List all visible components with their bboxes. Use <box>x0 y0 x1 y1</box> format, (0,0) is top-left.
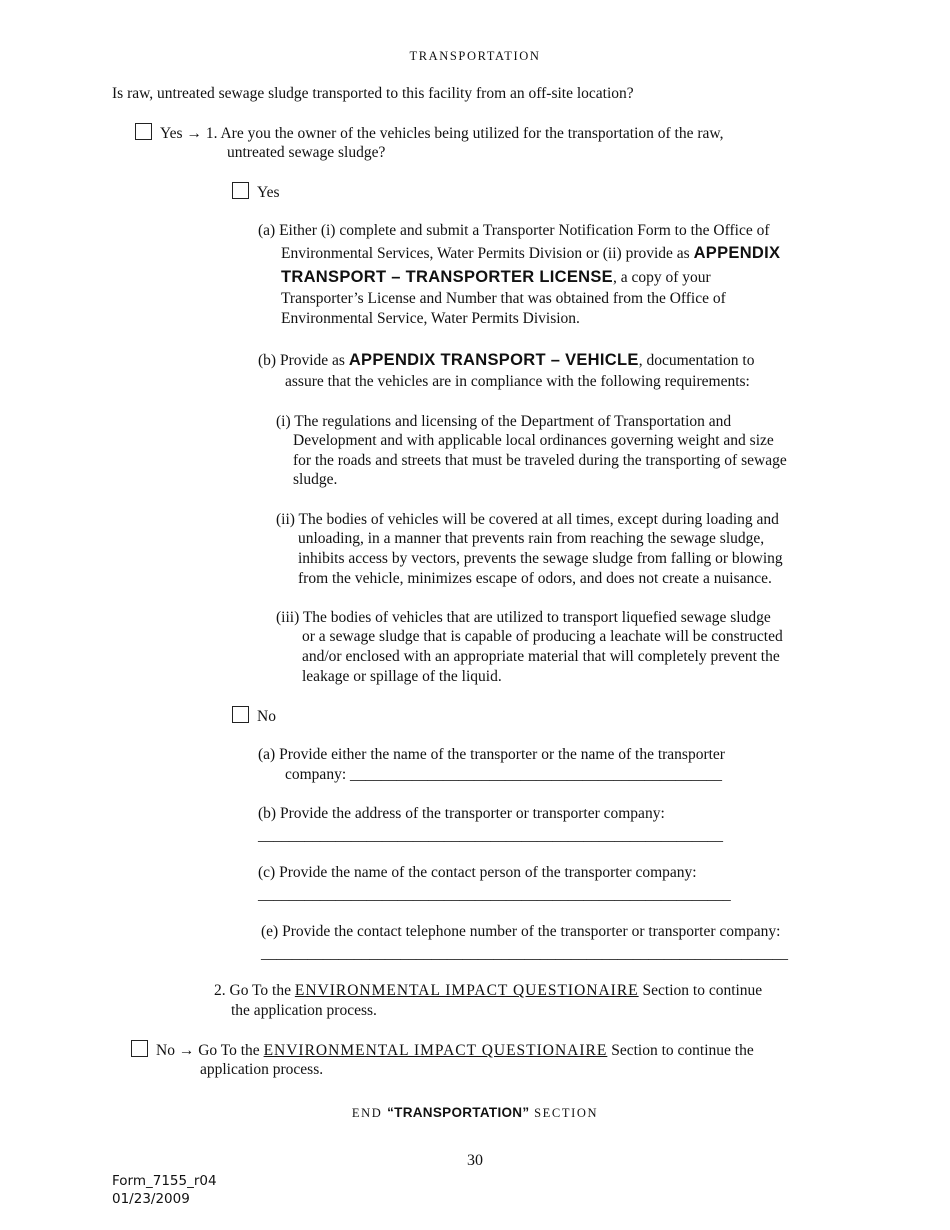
question-1-continued: untreated sewage sludge? <box>227 144 386 161</box>
environmental-impact-link-2[interactable]: ENVIRONMENTAL IMPACT QUESTIONAIRE <box>263 1042 608 1059</box>
contact-telephone-field[interactable]: ____________________________________________________________________ <box>261 945 788 962</box>
item-b-prefix: (b) Provide as <box>258 352 349 369</box>
transporter-address-field[interactable]: ____________________________________________________________ <box>258 827 723 844</box>
item-a-line1: (a) Either (i) complete and submit a Transporter Notification Form to the Office of <box>258 222 770 239</box>
item-a-line5: Environmental Service, Water Permits Division. <box>281 310 580 327</box>
req-iii-line1: (iii) The bodies of vehicles that are utilized to transport liquefied sewage sludge <box>276 609 771 626</box>
req-i-line3: for the roads and streets that must be traveled during the transporting of sewage <box>293 452 787 469</box>
owner-no-checkbox[interactable] <box>232 706 249 723</box>
question-2-line2: the application process. <box>231 1002 377 1019</box>
req-ii-line3: inhibits access by vectors, prevents the sewage sludge from falling or blowing <box>298 550 783 567</box>
question-2-line1 <box>214 981 762 1001</box>
item-a-line2 <box>281 243 780 264</box>
owner-yes-row <box>232 182 280 203</box>
appendix-label: APPENDIX <box>693 244 781 262</box>
req-iii-line4: leakage or spillage of the liquid. <box>302 668 502 685</box>
no-branch-suffix: Section to continue the <box>607 1042 754 1059</box>
req-i-line4: sludge. <box>293 471 338 488</box>
owner-yes-checkbox[interactable] <box>232 182 249 199</box>
item-a-line3 <box>281 267 711 288</box>
main-question: Is raw, untreated sewage sludge transported to this facility from an off-site location? <box>112 85 634 102</box>
arrow-icon: → <box>186 125 202 142</box>
yes-label: Yes <box>160 125 183 142</box>
item-b-suffix: , documentation to <box>638 352 755 369</box>
environmental-impact-link[interactable]: ENVIRONMENTAL IMPACT QUESTIONAIRE <box>294 982 639 999</box>
appendix-transporter-license: TRANSPORT – TRANSPORTER LICENSE <box>281 268 613 286</box>
req-ii-line1: (ii) The bodies of vehicles will be covered at all times, except during loading and <box>276 511 779 528</box>
item-a-line2-text: Environmental Services, Water Permits Division or (ii) provide as <box>281 245 694 262</box>
question-1-text: 1. Are you the owner of the vehicles being utilized for the transportation of the raw, <box>205 125 724 142</box>
no-item-a-line1: (a) Provide either the name of the transporter or the name of the transporter <box>258 746 725 763</box>
no-checkbox[interactable] <box>131 1040 148 1057</box>
form-date: 01/23/2009 <box>112 1191 190 1207</box>
req-ii-line4: from the vehicle, minimizes escape of odors, and does not create a nuisance. <box>298 570 772 587</box>
page-number: 30 <box>467 1152 483 1169</box>
end-prefix: END <box>351 1106 388 1120</box>
owner-no-row <box>232 706 276 727</box>
end-section-label <box>0 1103 950 1123</box>
req-iii-line3: and/or enclosed with an appropriate material that will completely prevent the <box>302 648 780 665</box>
req-i-line1: (i) The regulations and licensing of the Department of Transportation and <box>276 413 732 430</box>
no-branch-line2: application process. <box>200 1061 324 1078</box>
no-item-b-line1: (b) Provide the address of the transporter or transporter company: <box>258 805 665 822</box>
end-title: “TRANSPORTATION” <box>387 1105 530 1120</box>
end-suffix: SECTION <box>529 1106 599 1120</box>
item-b-line1 <box>258 350 754 371</box>
question-2-suffix: Section to continue <box>638 982 763 999</box>
form-id: Form_7155_r04 <box>112 1173 217 1189</box>
no-branch-prefix: Go To the <box>194 1042 264 1059</box>
no-branch-row <box>131 1040 754 1061</box>
appendix-transport-vehicle: APPENDIX TRANSPORT – VEHICLE <box>348 351 639 369</box>
item-b-line2: assure that the vehicles are in compliance with the following requirements: <box>285 373 750 390</box>
transporter-name-field[interactable]: company: ________________________________________________ <box>285 766 722 783</box>
req-iii-line2: or a sewage sludge that is capable of producing a leachate will be constructed <box>302 628 783 645</box>
no-item-c-line1: (c) Provide the name of the contact person of the transporter company: <box>258 864 697 881</box>
question-2-prefix: 2. Go To the <box>214 982 295 999</box>
req-ii-line2: unloading, in a manner that prevents rain from reaching the sewage sludge, <box>298 530 765 547</box>
no-item-e-line1: (e) Provide the contact telephone number of the transporter or transporter company: <box>261 923 781 940</box>
owner-no-label: No <box>257 708 276 725</box>
arrow-icon: → <box>178 1042 195 1059</box>
no-label: No <box>156 1042 175 1059</box>
contact-person-field[interactable]: _____________________________________________________________ <box>258 886 731 903</box>
req-i-line2: Development and with applicable local ordinances governing weight and size <box>293 432 774 449</box>
owner-yes-label: Yes <box>257 184 280 201</box>
yes-branch-row <box>135 123 723 144</box>
item-a-line4: Transporter’s License and Number that was obtained from the Office of <box>281 290 726 307</box>
item-a-line3-text: , a copy of your <box>613 269 711 286</box>
yes-checkbox[interactable] <box>135 123 152 140</box>
section-title: TRANSPORTATION <box>409 49 541 63</box>
